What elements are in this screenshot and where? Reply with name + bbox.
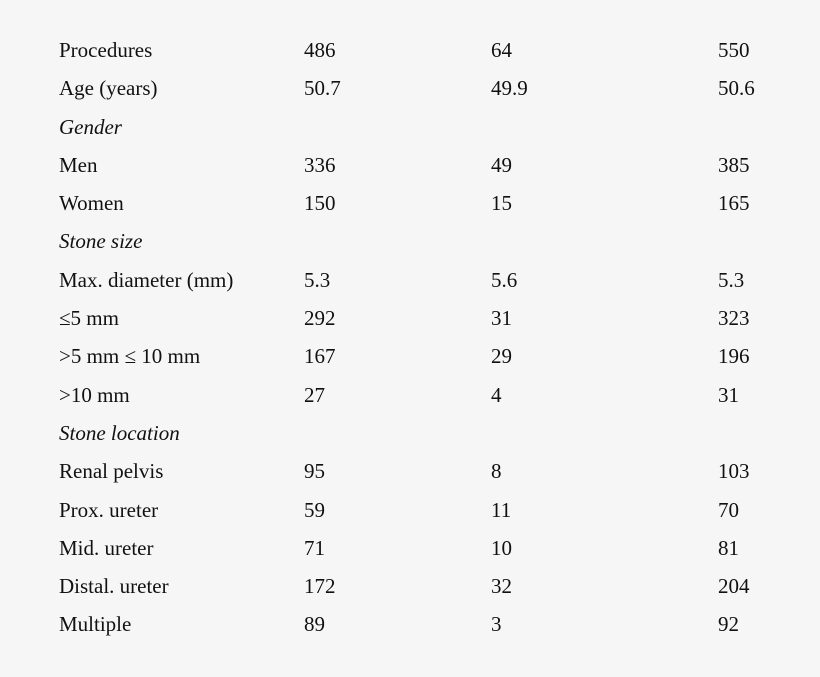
row-label: Procedures [59,38,153,62]
cell-value: 49 [491,152,512,177]
row-label: Prox. ureter [59,497,159,522]
table-row [0,605,820,643]
table-row [0,146,820,184]
cell-value: 486 [304,38,336,62]
row-label: Multiple [59,612,132,637]
table-row [0,69,820,107]
cell-value: 3 [491,612,502,637]
section-label: Gender [59,114,122,139]
cell-value: 5.3 [718,267,745,292]
cell-value: 385 [718,152,750,177]
cell-value: 10 [491,535,512,560]
table-row [0,299,820,337]
section-header-row [0,108,820,146]
table-row [0,529,820,567]
row-label: Max. diameter (mm) [59,267,234,292]
cell-value: 29 [491,344,512,369]
cell-value: 59 [304,497,325,522]
cell-value: 167 [304,344,336,369]
cell-value: 150 [304,191,336,216]
table-row [0,184,820,222]
row-label: Women [59,191,124,216]
row-label: Renal pelvis [59,459,164,484]
cell-value: 27 [304,382,325,407]
cell-value: 8 [491,459,502,484]
cell-value: 196 [718,344,750,369]
row-label: >5 mm ≤ 10 mm [59,344,201,369]
cell-value: 172 [304,574,336,599]
row-label: ≤5 mm [59,306,119,331]
cell-value: 4 [491,382,502,407]
row-label: Mid. ureter [59,535,154,560]
table-row [0,337,820,375]
cell-value: 64 [491,38,512,62]
cell-value: 31 [718,382,739,407]
section-label: Stone size [59,229,143,254]
cell-value: 49.9 [491,76,528,101]
section-label: Stone location [59,420,180,445]
cell-value: 5.3 [304,267,331,292]
cell-value: 336 [304,152,336,177]
cell-value: 165 [718,191,750,216]
cell-value: 50.6 [718,76,755,101]
cell-value: 71 [304,535,325,560]
cell-value: 70 [718,497,739,522]
row-label: Men [59,152,98,177]
cell-value: 89 [304,612,325,637]
cell-value: 32 [491,574,512,599]
cell-value: 81 [718,535,739,560]
section-header-row [0,414,820,452]
cell-value: 11 [491,497,512,522]
section-header-row [0,222,820,260]
table-row [0,376,820,414]
cell-value: 292 [304,306,336,331]
cell-value: 15 [491,191,512,216]
cell-value: 103 [718,459,750,484]
cell-value: 50.7 [304,76,341,101]
cell-value: 31 [491,306,512,331]
table-row [0,261,820,299]
cell-value: 5.6 [491,267,518,292]
row-label: Distal. ureter [59,574,169,599]
cell-value: 323 [718,306,750,331]
cell-value: 550 [718,38,750,62]
data-table [0,31,820,644]
row-label: >10 mm [59,382,130,407]
table-row [0,567,820,605]
cell-value: 95 [304,459,325,484]
table-row [0,31,820,69]
table-row [0,452,820,490]
row-label: Age (years) [59,76,158,101]
cell-value: 204 [718,574,750,599]
table-row [0,491,820,529]
cell-value: 92 [718,612,739,637]
